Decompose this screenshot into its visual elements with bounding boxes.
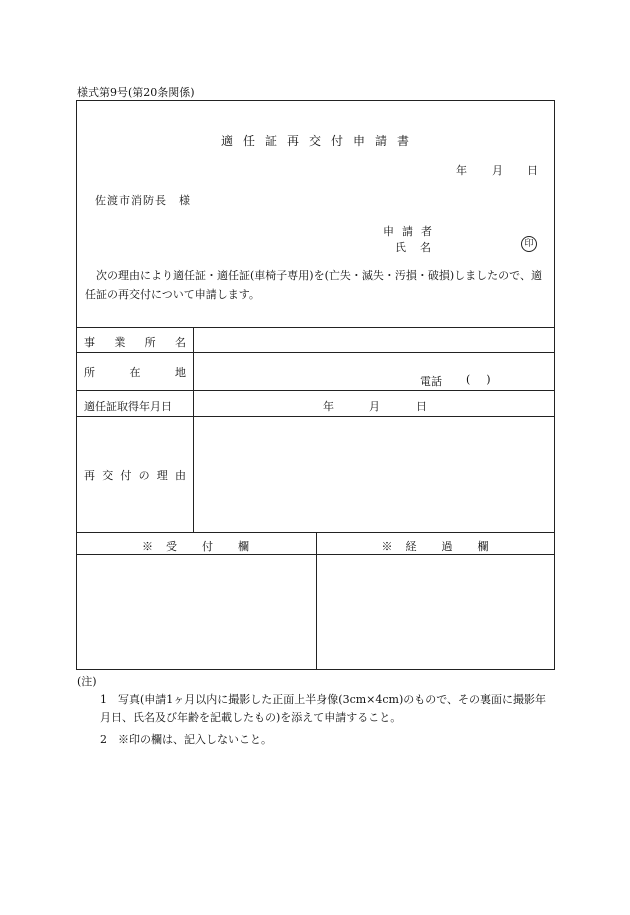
- row-divider: [76, 352, 555, 353]
- date-year: 年: [456, 164, 467, 177]
- applicant-name-label: 氏名: [395, 241, 445, 254]
- location-label: 所在地: [84, 366, 186, 379]
- application-statement: 次の理由により適任証・適任証(車椅子専用)を(亡失・滅失・汚損・破損)しましたので、適任証の再交付について申請します。: [85, 269, 542, 301]
- applicant-label: 申請者: [383, 225, 440, 238]
- phone-label: 電話: [420, 375, 442, 388]
- office-name-label: 事業所名: [84, 336, 186, 349]
- notes-heading: (注): [77, 675, 97, 688]
- reason-label: 再交付の理由: [84, 469, 186, 482]
- row-divider: [76, 390, 555, 391]
- document-title: 適任証再交付申請書: [220, 134, 419, 148]
- form-number-label: 様式第9号(第20条関係): [77, 86, 195, 99]
- label-column-divider: [193, 327, 194, 532]
- row-divider: [76, 416, 555, 417]
- note-item-2: 2 ※印の欄は、記入しないこと。: [100, 733, 272, 746]
- progress-section-header: ※ 経 過 欄: [381, 540, 490, 553]
- addressee: 佐渡市消防長 様: [95, 194, 191, 207]
- date-month: 月: [492, 164, 503, 177]
- table-top-border: [76, 327, 555, 328]
- date-day: 日: [527, 164, 538, 177]
- acquisition-month: 月: [369, 400, 380, 413]
- phone-parentheses: (): [466, 373, 507, 386]
- acquisition-year: 年: [323, 400, 334, 413]
- note-item-1: 1 写真(申請1ヶ月以内に撮影した正面上半身像(3cm×4cm)のもので、その裏面に撮影年月日、氏名及び年齢を記載したもの)を添えて申請すること。: [100, 693, 547, 724]
- acquisition-date-label: 適任証取得年月日: [84, 400, 172, 413]
- reception-section-header: ※ 受 付 欄: [142, 540, 250, 553]
- seal-mark: 印: [521, 236, 537, 252]
- acquisition-day: 日: [416, 400, 427, 413]
